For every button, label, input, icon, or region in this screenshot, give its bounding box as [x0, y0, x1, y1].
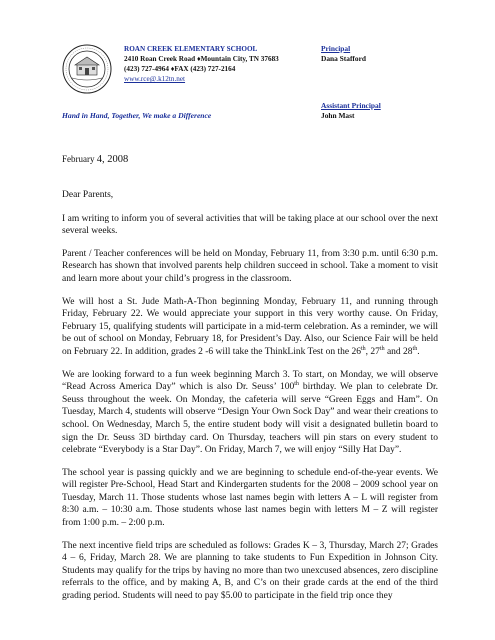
letter-body — [62, 189, 438, 613]
principal-info — [321, 44, 366, 64]
paragraph-conferences: Parent / Teacher conferences will be held on Monday, February 11, from 3:30 p.m. until 6:30 p.m. Research has shown that involved parents help children succeed in school. Take a moment to visit and learn more about your child’s progress in the classroom. — [62, 248, 438, 284]
principal-name: Dana Stafford — [321, 54, 366, 63]
school-website-link[interactable]: www.rce@.k12tn.net — [124, 75, 186, 83]
school-name: ROAN CREEK ELEMENTARY SCHOOL — [124, 45, 258, 53]
principal-title: Principal — [321, 44, 351, 53]
paragraph-math-a-thon — [62, 296, 438, 359]
p3-sup-3: th — [412, 345, 418, 352]
p4-text-a: We are looking forward to a fun week beginning March 3. To start, on Monday, we will observe “Read Across America Day” which is also Dr. Seuss’ 100 — [62, 369, 438, 393]
paragraph-registration: The school year is passing quickly and we are beginning to schedule end-of-the-year events. We will register Pre-School, Head Start and Kindergarten students for the 2008 – 2009 school year on Tuesday, March 11. Those students whose last names begin with letters A – L will register from 8:30 a.m. – 10:30 a.m. Those students whose last names begin with letters M – Z will register from 1:00 p.m. – 2:00 p.m. — [62, 467, 438, 529]
greeting: Dear Parents, — [62, 190, 114, 200]
p3-text-b: , 27 — [365, 346, 380, 357]
date-day-year: 4, 2008 — [96, 154, 129, 165]
letter-date — [62, 154, 128, 165]
date-month: February — [62, 154, 97, 164]
p3-text-c: and 28 — [384, 346, 413, 357]
p4-sup: th — [294, 380, 299, 387]
school-phone: (423) 727-4964 ♦FAX (423) 727-2164 — [124, 65, 236, 73]
p3-sup-2: th — [379, 345, 385, 352]
p3-sup-1: th — [360, 345, 366, 352]
assistant-principal-info — [321, 101, 381, 121]
assistant-principal-name: John Mast — [321, 111, 355, 120]
school-info — [124, 44, 279, 84]
paragraph-intro: I am writing to inform you of several activities that will be taking place at our school over the next several weeks. — [62, 213, 438, 237]
school-address: 2410 Roan Creek Road ♦Mountain City, TN 37683 — [124, 55, 279, 63]
p4-text-b: birthday. We plan to celebrate Dr. Seuss throughout the week. On Monday, the cafeteria will serve “Green Eggs and Ham”. On Tuesday, March 4, students will observe “Design Your Own Sock Day” and wear their creations to school. On Wednesday, March 5, the entire student body will visit a designated bulletin board to sign the Dr. Seuss 3D birthday card. On Thursday, teachers will pin stars on every student to celebrate “Everybody is a Star Day”. On Friday, March 7, we will enjoy “Silly Hat Day”. — [62, 382, 438, 456]
p3-text-a: We will host a St. Jude Math-A-Thon beginning Monday, February 11, and running through Friday, February 22. We would appreciate your support in this very worthy cause. On Friday, February 15, qualifying students will participate in a mid-term celebration. As a reminder, we will be out of school on Monday, February 18, for President’s Day. Also, our Science Fair will be held on February 22. In addition, grades 2 -6 will take the ThinkLink Test on the 26 — [62, 296, 438, 357]
paragraph-dr-seuss-week — [62, 369, 438, 457]
assistant-principal-title: Assistant Principal — [321, 101, 381, 110]
paragraph-field-trips: The next incentive field trips are scheduled as follows: Grades K – 3, Thursday, March 27; Grades 4 – 6, Friday, March 28. We are planning to take students to Fun Expedition in Johnson City. Students may qualify for the trips by having no more than two unexcused absences, zero discipline referrals to the office, and by making A, B, and C’s on their grade cards at the end of the third grading period. Students will need to pay $5.00 to participate in the field trip once they — [62, 540, 438, 602]
school-motto: Hand in Hand, Together, We make a Difference — [62, 111, 212, 120]
p3-text-d: . — [417, 346, 420, 357]
school-seal-icon — [62, 44, 112, 94]
